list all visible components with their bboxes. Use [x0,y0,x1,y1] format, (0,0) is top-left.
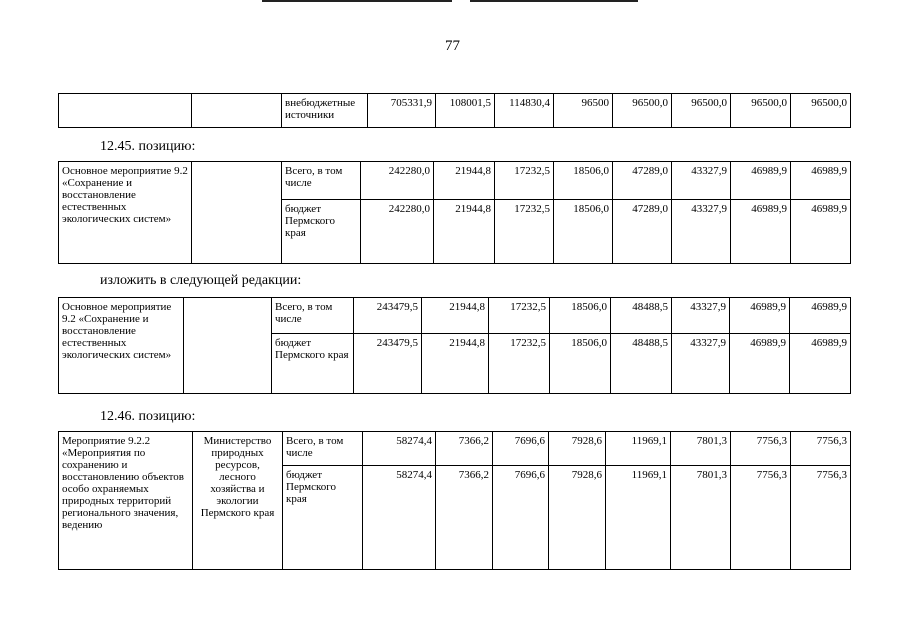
value-cell: 18506,0 [550,298,611,334]
value-cell: 18506,0 [550,334,611,394]
executor-cell [192,162,282,264]
value-cell: 17232,5 [489,334,550,394]
name-cell [59,94,192,128]
value-cell: 11969,1 [606,432,671,466]
table-row [59,298,851,334]
table-row [59,162,851,200]
value-cell: 7928,6 [549,466,606,570]
value-cell: 7366,2 [436,432,493,466]
value-cell: 47289,0 [613,162,672,200]
value-cell: 7756,3 [791,466,851,570]
value-cell: 48488,5 [611,334,672,394]
value-cell: 7928,6 [549,432,606,466]
value-cell: 21944,8 [422,298,489,334]
table-row [59,94,851,128]
value-cell: 43327,9 [672,334,730,394]
table-row [59,432,851,466]
name-cell: Мероприятие 9.2.2 «Мероприятия по сохранению и восстановлению объектов особо охраняемых природных территорий регионального значения, ведению [59,432,193,570]
value-cell: 21944,8 [422,334,489,394]
source-cell: бюджет Пермского края [272,334,354,394]
source-cell: Всего, в том числе [282,162,361,200]
table-new-edition [58,297,851,394]
value-cell: 17232,5 [495,162,554,200]
value-cell: 7696,6 [493,432,549,466]
source-cell: бюджет Пермского края [282,200,361,264]
value-cell: 43327,9 [672,200,731,264]
table-section-12-45 [58,161,851,264]
value-cell: 48488,5 [611,298,672,334]
value-cell: 7756,3 [791,432,851,466]
value-cell: 43327,9 [672,162,731,200]
value-cell: 43327,9 [672,298,730,334]
value-cell: 58274,4 [363,466,436,570]
value-cell: 96500 [554,94,613,128]
value-cell: 243479,5 [354,334,422,394]
value-cell: 46989,9 [730,334,790,394]
table-section-12-46 [58,431,851,570]
scan-edge-line [262,0,452,2]
value-cell: 46989,9 [731,200,791,264]
value-cell: 7366,2 [436,466,493,570]
value-cell: 96500,0 [613,94,672,128]
value-cell: 46989,9 [730,298,790,334]
value-cell: 108001,5 [436,94,495,128]
value-cell: 47289,0 [613,200,672,264]
page-number: 77 [445,38,460,54]
section-heading: 12.46. позицию: [100,409,196,424]
value-cell: 96500,0 [731,94,791,128]
source-cell: Всего, в том числе [272,298,354,334]
value-cell: 46989,9 [790,298,851,334]
value-cell: 242280,0 [361,200,434,264]
source-cell: внебюджетные источники [282,94,368,128]
value-cell: 21944,8 [434,162,495,200]
value-cell: 243479,5 [354,298,422,334]
executor-cell [192,94,282,128]
value-cell: 7801,3 [671,466,731,570]
value-cell: 21944,8 [434,200,495,264]
value-cell: 11969,1 [606,466,671,570]
name-cell: Основное мероприятие 9.2 «Сохранение и восстановление естественных экологических систем» [59,162,192,264]
value-cell: 46989,9 [791,200,851,264]
value-cell: 96500,0 [672,94,731,128]
value-cell: 58274,4 [363,432,436,466]
value-cell: 7756,3 [731,466,791,570]
executor-cell: Министерство природных ресурсов, лесного хозяйства и экологии Пермского края [193,432,283,570]
scan-edge-line [470,0,638,2]
executor-cell [184,298,272,394]
value-cell: 242280,0 [361,162,434,200]
value-cell: 7801,3 [671,432,731,466]
value-cell: 17232,5 [489,298,550,334]
value-cell: 46989,9 [791,162,851,200]
value-cell: 46989,9 [790,334,851,394]
source-cell: Всего, в том числе [283,432,363,466]
value-cell: 18506,0 [554,200,613,264]
section-heading: изложить в следующей редакции: [100,273,302,288]
value-cell: 114830,4 [495,94,554,128]
value-cell: 7696,6 [493,466,549,570]
value-cell: 705331,9 [368,94,436,128]
value-cell: 96500,0 [791,94,851,128]
section-heading: 12.45. позицию: [100,139,196,154]
value-cell: 46989,9 [731,162,791,200]
value-cell: 18506,0 [554,162,613,200]
table-continuation [58,93,851,128]
name-cell: Основное мероприятие 9.2 «Сохранение и восстановление естественных экологических систем» [59,298,184,394]
value-cell: 7756,3 [731,432,791,466]
value-cell: 17232,5 [495,200,554,264]
source-cell: бюджет Пермского края [283,466,363,570]
